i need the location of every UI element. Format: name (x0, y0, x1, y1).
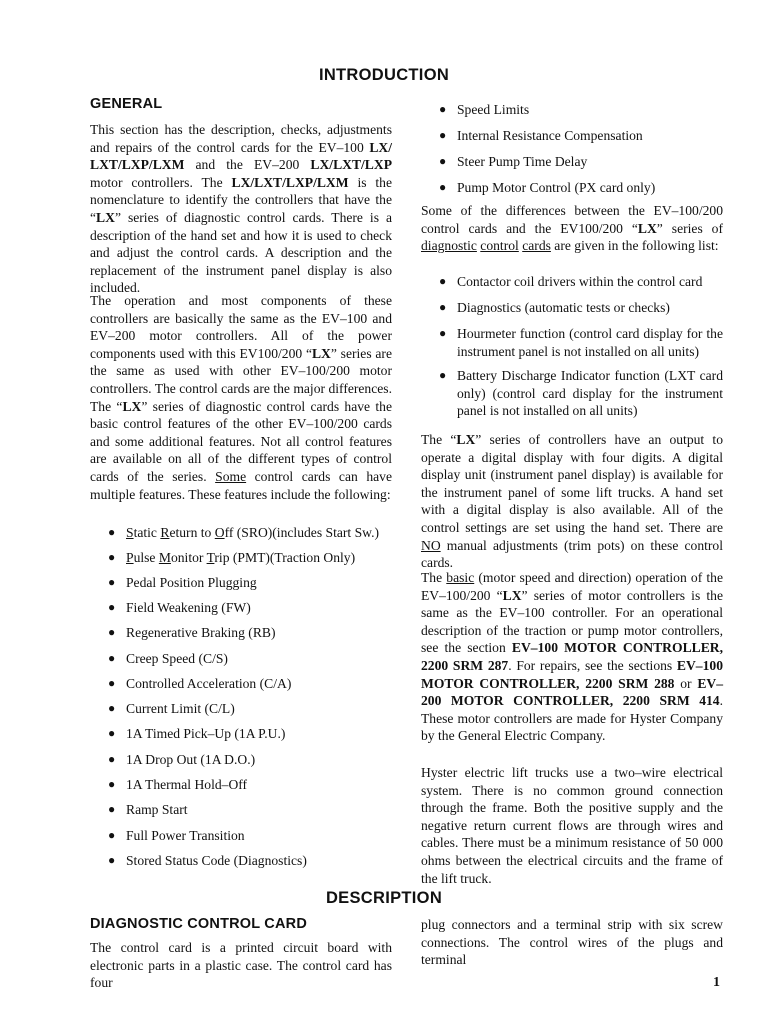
description-title: DESCRIPTION (325, 889, 443, 907)
lx-output-paragraph: The “LX” series of controllers have an output to operate a digital display with four digits. A digital display unit (instrument panel display) is available for the instrument panel of some lift trucks. A hand set with a digital display is also available. All of the control settings are set using the hand set. There are NO manual adjustments (trim pots) on these control cards. (421, 432, 723, 571)
bullet-icon: ● (439, 300, 447, 314)
bullet-icon: ● (108, 828, 116, 842)
bullet-icon: ● (439, 180, 447, 194)
differences-intro: Some of the differences between the EV–100/200 control cards and the EV100/200 “LX” series of diagnostic control cards are given in the following list: (421, 203, 724, 254)
hyster-paragraph: Hyster electric lift trucks use a two–wire electrical system. There is no common ground connection through the frame. Both the positive supply and the negative return current flows are through wires and cables. There must be a minimum resistance of 50 000 ohms between the electrical circuits and the frame of the lift truck. (421, 765, 723, 886)
bullet-icon: ● (439, 128, 447, 142)
bullet-icon: ● (108, 726, 116, 740)
bullet-icon: ● (108, 853, 116, 867)
general-paragraph-2: The operation and most components of these controllers are basically the same as the EV–100 and EV–200 motor controllers. All of the power components used with this EV100/200 “LX” series are the same as used with other EV–100/200 motor controllers. The control cards are the major differences. The “LX” series of diagnostic control cards have the basic control features of the other EV–100/200 cards and some additional features. Not all control features are available on all of the different types of control cards of the series. Some control cards can have multiple features. These features include the following: (90, 293, 392, 502)
bullet-icon: ● (108, 525, 116, 539)
bullet-icon: ● (439, 102, 447, 116)
bullet-icon: ● (108, 550, 116, 564)
general-heading: GENERAL (90, 96, 163, 112)
bullet-icon: ● (108, 651, 116, 665)
diagnostic-paragraph-left: The control card is a printed circuit board with electronic parts in a plastic case. The control card has four (90, 940, 392, 991)
document-page: INTRODUCTION GENERAL This section has the description, checks, adjustments and repairs of the control cards for the EV–100 LX/ LXT/LXP/LXM and the EV–200 LX/LXT/LXP motor controllers. The LX/LXT/LXP/LXM is the nomenclature to identify the controllers that have the “LX” series of diagnostic control cards. There is a description of the hand set and how it is used to check and adjust the control cards. A description and the replacement of the instrument panel display is also included. The operation and most components of these controllers are basically the same as the EV–100 and EV–200 motor controllers. All of the power components used with this EV100/200 “LX” series are the same as used with other EV–100/200 motor controllers. The control cards are the major differences. The “LX” series of diagnostic control cards have the basic control features of the other EV–100/200 cards and some additional features. Not all control features are available on all of the different types of control cards of the series. Some control cards can have multiple features. These features include the following: ● Static Return to Off (SRO)(includes Start Sw.) ● Pulse Monitor Trip (PMT)(Traction Only) ● Pedal Position Plugging ● Field Weakening (FW) ● Regenerative Braking (RB) ● Creep Speed (C/S) ● Controlled Acceleration (C/A) ● Current Limit (C/L) ● 1A Timed Pick–Up (1A P.U.) ● 1A Drop Out (1A D.O.) ● 1A Thermal Hold–Off ● Ramp Start ● Full Power Transition ● Stored Status Code (Diagnostics) ● Speed Limits ● Internal Resistance Compensation ● Steer Pump Time Delay ● Pump Motor Control (PX card only) Some of the differences between the EV–100/200 control cards and the EV100/200 “LX” series of diagnostic control cards are given in the following list: ● Contactor coil drivers within the control card ● Diagnostics (automatic tests or checks) ● Hourmeter function (control card display for the instrument panel is not installed on all units) ● Battery Discharge Indicator function (LXT card only) (control card display for the instrument panel is not installed on all units) The “LX” series of controllers have an output to operate a digital display with four digits. A digital display unit (instrument panel display) is available for the instrument panel of some lift trucks. A hand set with a digital display is also available. All of the control settings are set using the hand set. There are NO manual adjustments (trim pots) on these control cards. The basic (motor speed and direction) operation of the EV–100/200 “LX” series of motor controllers is the same as the EV–100 controller. For an operational description of the traction or pump motor controllers, see the section EV–100 MOTOR CONTROLLER, 2200 SRM 287. For repairs, see the sections EV–100 MOTOR CONTROLLER, 2200 SRM 288 or EV–200 MOTOR CONTROLLER, 2200 SRM 414. These motor controllers are made for Hyster Company by the General Electric Company. Hyster electric lift trucks use a two–wire electrical system. There is no common ground connection through the frame. Both the positive supply and the negative return current flows are through wires and cables. There must be a minimum resistance of 50 000 ohms between the electrical circuits and the frame of the lift truck. DESCRIPTION DIAGNOSTIC CONTROL CARD The control card is a printed circuit board with electronic parts in a plastic case. The control card has four plug connectors and a terminal strip with six screw connections. The control wires of the plugs and terminal 1 (0, 0, 768, 1024)
list-item: ● Hourmeter function (control card display for the instrument panel is not installed on all units) (439, 326, 723, 359)
basic-operation-paragraph: The basic (motor speed and direction) operation of the EV–100/200 “LX” series of motor controllers is the same as the EV–100 controller. For an operational description of the traction or pump motor controllers, see the section EV–100 MOTOR CONTROLLER, 2200 SRM 287. For repairs, see the sections EV–100 MOTOR CONTROLLER, 2200 SRM 288 or EV–200 MOTOR CONTROLLER, 2200 SRM 414. These motor controllers are made for Hyster Company by the General Electric Company. (421, 570, 723, 744)
bullet-icon: ● (439, 326, 447, 340)
bullet-icon: ● (439, 154, 447, 168)
bullet-icon: ● (108, 625, 116, 639)
page-number: 1 (713, 975, 720, 990)
list-item: ● Battery Discharge Indicator function (LXT card only) (control card display for the instrument panel is not installed on all units) (439, 368, 723, 419)
list-item: ● Contactor coil drivers within the control card (439, 274, 703, 289)
list-item: ● Diagnostics (automatic tests or checks) (439, 300, 670, 315)
bullet-icon: ● (108, 752, 116, 766)
bullet-icon: ● (439, 274, 447, 288)
introduction-title: INTRODUCTION (318, 66, 450, 84)
bullet-icon: ● (108, 575, 116, 589)
bullet-icon: ● (108, 701, 116, 715)
bullet-icon: ● (108, 676, 116, 690)
bullet-icon: ● (108, 802, 116, 816)
diagnostic-control-card-heading: DIAGNOSTIC CONTROL CARD (90, 916, 307, 932)
bullet-icon: ● (108, 600, 116, 614)
bullet-icon: ● (439, 368, 447, 382)
diagnostic-paragraph-right: plug connectors and a terminal strip with six screw connections. The control wires of the plugs and terminal (421, 917, 723, 968)
bullet-icon: ● (108, 777, 116, 791)
general-paragraph-1: This section has the description, checks, adjustments and repairs of the control cards for the EV–100 LX/ LXT/LXP/LXM and the EV–200 LX/LXT/LXP motor controllers. The LX/LXT/LXP/LXM is the nomenclature to identify the controllers that have the “LX” series of diagnostic control cards. There is a description of the hand set and how it is used to check and adjust the control cards. A description and the replacement of the instrument panel display is also included. (90, 122, 392, 296)
